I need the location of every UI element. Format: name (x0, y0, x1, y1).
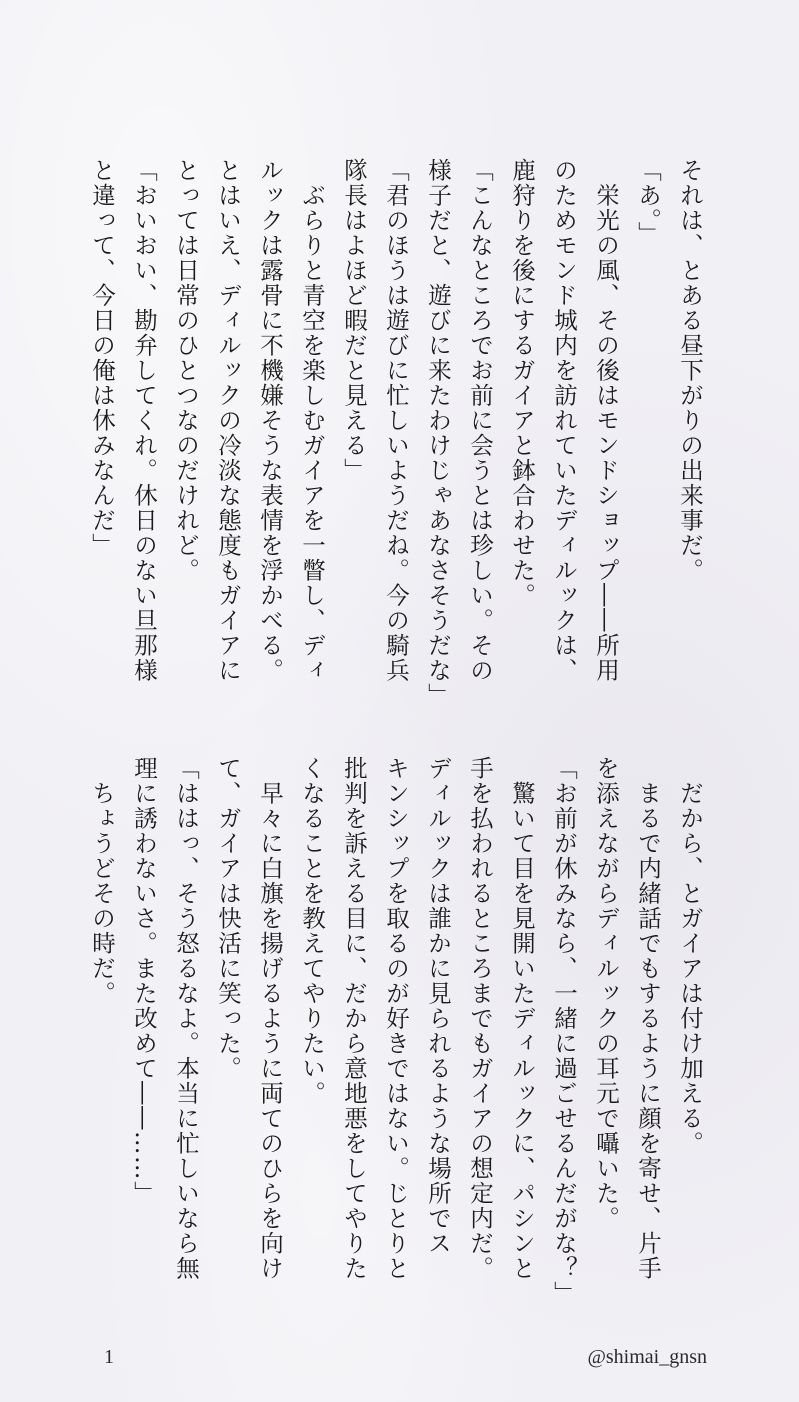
story-line: 手を払われるところまでもガイアの想定内だ。 (466, 756, 494, 1281)
story-line: 早々に白旗を揚げるように両てのひらを向け (256, 756, 284, 1281)
story-line: くなることを教えてやりたい。 (298, 756, 326, 1106)
story-line: 「君のほうは遊びに忙しいようだね。今の騎兵 (382, 158, 410, 683)
story-line: 「お前が休みなら、一緒に過ごせるんだがな？」 (550, 756, 578, 1306)
page-number: 1 (104, 1346, 114, 1368)
story-line: それは、とある昼下がりの出来事だ。 (676, 158, 704, 583)
story-line: ディルックは誰かに見られるような場所でス (424, 756, 452, 1256)
story-line: 「おいおい、勘弁してくれ。休日のない旦那様 (130, 158, 158, 683)
story-line: キンシップを取るのが好きではない。じとりと (382, 756, 410, 1281)
story-line: だから、とガイアは付け加える。 (676, 756, 704, 1156)
story-line: ぶらりと青空を楽しむガイアを一瞥し、ディ (298, 158, 326, 683)
story-line: ルックは露骨に不機嫌そうな表情を浮かべる。 (256, 158, 284, 683)
story-line: 栄光の風、その後はモンドショップ――所用 (592, 158, 620, 683)
story-line: 理に誘わないさ。また改めて――……」 (130, 756, 158, 1206)
story-line: とはいえ、ディルックの冷淡な態度もガイアに (214, 158, 242, 683)
story-line: のためモンド城内を訪れていたディルックは、 (550, 158, 578, 683)
story-line: 様子だと、遊びに来たわけじゃあなさそうだな」 (424, 158, 452, 708)
author-handle: @shimai_gnsn (587, 1346, 707, 1368)
story-line: まるで内緒話でもするように顔を寄せ、片手 (634, 756, 662, 1281)
story-line: 「あ。」 (634, 158, 662, 247)
story-line: 驚いて目を見開いたディルックに、パシンと (508, 756, 536, 1281)
story-text-lower (81, 756, 711, 1306)
story-text-upper (81, 158, 711, 708)
story-line: を添えながらディルックの耳元で囁いた。 (592, 756, 620, 1231)
story-line: 隊長はよほど暇だと見える」 (340, 158, 368, 483)
story-line: 批判を訴える目に、だから意地悪をしてやりた (340, 756, 368, 1281)
story-line: 「ははっ、そう怒るなよ。本当に忙しいなら無 (172, 756, 200, 1281)
story-line: 鹿狩りを後にするガイアと鉢合わせた。 (508, 158, 536, 608)
story-line: て、ガイアは快活に笑った。 (214, 756, 242, 1081)
story-line: と違って、今日の俺は休みなんだ」 (88, 158, 116, 558)
story-line: とっては日常のひとつなのだけれど。 (172, 158, 200, 583)
story-line: 「こんなところでお前に会うとは珍しい。その (466, 158, 494, 683)
story-line: ちょうどその時だ。 (88, 756, 116, 1006)
